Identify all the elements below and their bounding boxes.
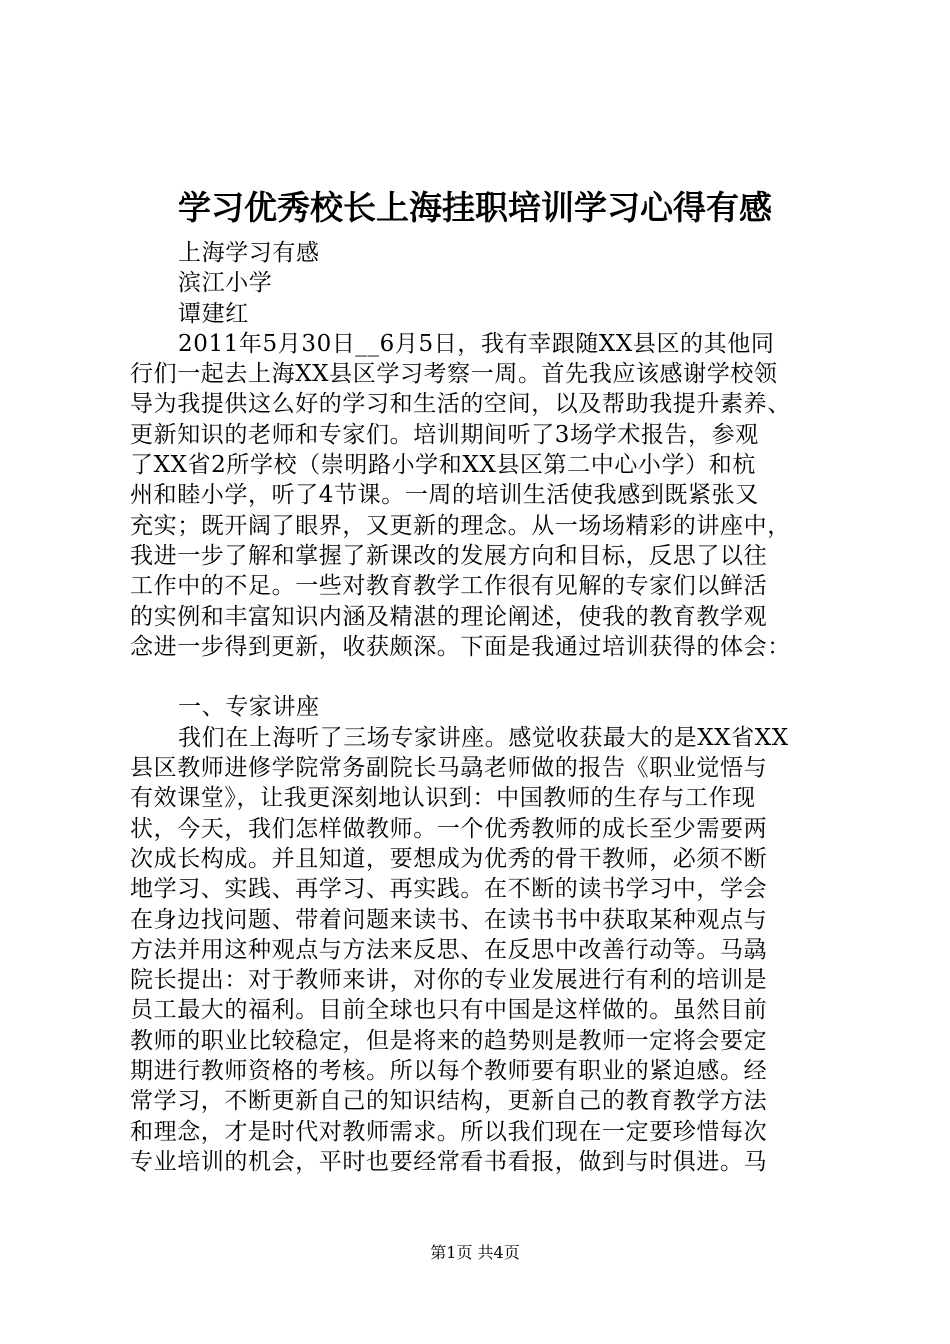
paragraph2-line: 和理念，才是时代对教师需求。所以我们现在一定要珍惜每次 — [130, 1118, 768, 1145]
paragraph1-line: 我进一步了解和掌握了新课改的发展方向和目标，反思了以往 — [130, 542, 768, 569]
paragraph2-line: 教师的职业比较稳定，但是将来的趋势则是教师一定将会要定 — [130, 1027, 768, 1054]
paragraph2-line: 院长提出：对于教师来讲，对你的专业发展进行有利的培训是 — [130, 967, 768, 994]
paragraph1-line: 工作中的不足。一些对教育教学工作很有见解的专家们以鲜活 — [130, 573, 768, 600]
paragraph2-line: 有效课堂》，让我更深刻地认识到：中国教师的生存与工作现 — [130, 785, 756, 812]
section-heading: 一、专家讲座 — [178, 694, 320, 721]
header-line-school: 滨江小学 — [178, 270, 273, 297]
paragraph1-line: 的实例和丰富知识内涵及精湛的理论阐述，使我的教育教学观 — [130, 603, 768, 630]
document-body — [130, 238, 830, 1177]
paragraph2-line: 在身边找问题、带着问题来读书、在读书书中获取某种观点与 — [130, 906, 768, 933]
paragraph2-line: 我们在上海听了三场专家讲座。感觉收获最大的是XX省XX — [178, 724, 789, 751]
paragraph2-line: 期进行教师资格的考核。所以每个教师要有职业的紧迫感。经 — [130, 1058, 768, 1085]
paragraph1-line: 更新知识的老师和专家们。培训期间听了3场学术报告，参观 — [130, 421, 759, 448]
document-title: 学习优秀校长上海挂职培训学习心得有感 — [178, 188, 772, 227]
header-line-topic: 上海学习有感 — [178, 240, 320, 266]
paragraph2-line: 专业培训的机会，平时也要经常看书看报，做到与时俱进。马 — [130, 1148, 768, 1175]
paragraph2-line: 次成长构成。并且知道，要想成为优秀的骨干教师，必须不断 — [130, 845, 768, 872]
paragraph1-line: 2011年5月30日__6月5日，我有幸跟随XX县区的其他同 — [178, 330, 775, 357]
paragraph2-line: 地学习、实践、再学习、再实践。在不断的读书学习中，学会 — [130, 876, 768, 903]
header-line-author: 谭建红 — [178, 300, 249, 327]
paragraph-spacer — [130, 662, 830, 692]
paragraph2-line: 状，今天，我们怎样做教师。一个优秀教师的成长至少需要两 — [130, 815, 768, 842]
paragraph1-line: 了XX省2所学校（崇明路小学和XX县区第二中心小学）和杭 — [130, 452, 756, 479]
paragraph1-line: 州和睦小学，听了4节课。一周的培训生活使我感到既紧张又 — [130, 482, 759, 509]
paragraph1-line: 行们一起去上海XX县区学习考察一周。首先我应该感谢学校领 — [130, 361, 778, 388]
paragraph1-line: 念进一步得到更新，收获颇深。下面是我通过培训获得的体会： — [130, 633, 791, 660]
paragraph1-line: 充实；既开阔了眼界，又更新的理念。从一场场精彩的讲座中， — [130, 512, 791, 539]
paragraph2-line: 县区教师进修学院常务副院长马骉老师做的报告《职业觉悟与 — [130, 755, 768, 782]
page-footer: 第1页 共4页 — [430, 1243, 520, 1262]
paragraph2-line: 方法并用这种观点与方法来反思、在反思中改善行动等。马骉 — [130, 936, 768, 963]
paragraph2-line: 常学习，不断更新自己的知识结构，更新自己的教育教学方法 — [130, 1088, 768, 1115]
paragraph2-line: 员工最大的福利。目前全球也只有中国是这样做的。虽然目前 — [130, 997, 768, 1024]
paragraph1-line: 导为我提供这么好的学习和生活的空间，以及帮助我提升素养、 — [130, 391, 791, 418]
